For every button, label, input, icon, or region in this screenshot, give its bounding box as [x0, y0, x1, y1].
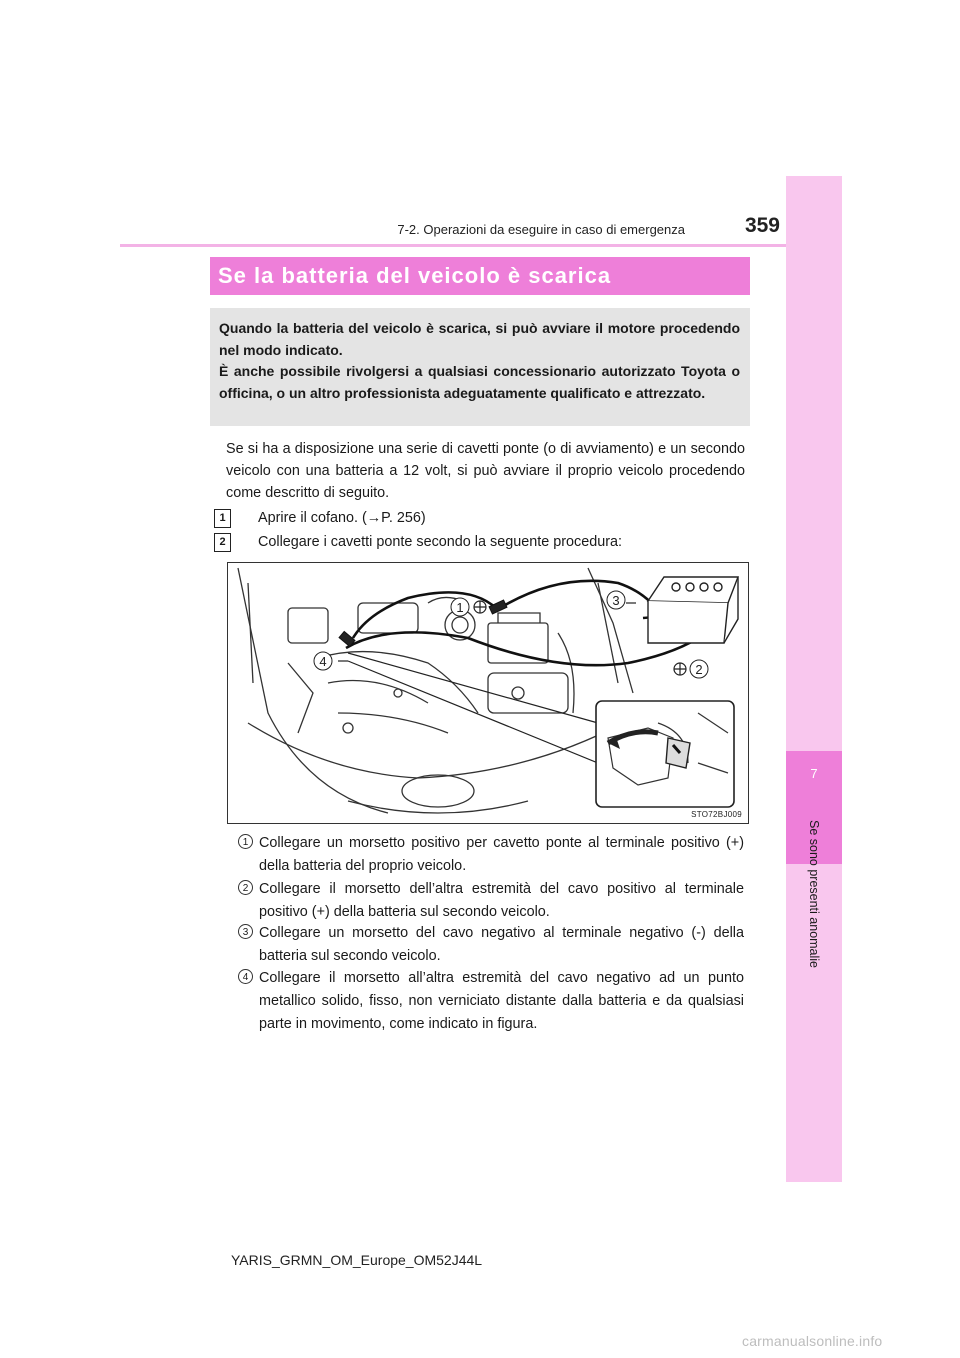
step-1: [214, 509, 754, 529]
chapter-title: Se sono presenti anomalie: [807, 820, 821, 969]
jump-start-figure: [227, 562, 749, 824]
substep-number: 4: [238, 969, 253, 984]
figure-callout-label-3: 3: [612, 593, 620, 608]
substep-text: Collegare il morsetto dell’altra estremità del cavo positivo al terminale positivo (+) della batteria sul secondo veicolo.: [259, 881, 744, 920]
intro-paragraph-2: È anche possibile rivolgersi a qualsiasi concessionario autorizzato Toyota o officina, o un altro professionista adeguatamente qualificato e attrezzato.: [219, 363, 740, 401]
step-text: Aprire il cofano. (→P. 256): [258, 510, 426, 526]
intro-box: [210, 308, 750, 426]
figure-callout-label-2: 2: [695, 662, 703, 677]
page-number: 359: [744, 214, 780, 237]
substep-text: Collegare un morsetto del cavo negativo al terminale negativo (-) della batteria sul secondo veicolo.: [259, 925, 744, 964]
figure-callout-label-1: 1: [456, 600, 464, 615]
step-number-box: 2: [214, 533, 231, 552]
figure-code: STO72BJ009: [691, 810, 742, 819]
substep-number: 2: [238, 880, 253, 895]
engine-bay-illustration: [228, 563, 748, 823]
substep-number: 1: [238, 834, 253, 849]
side-tab-upper: [786, 176, 842, 751]
substep-text: Collegare il morsetto all’altra estremità del cavo negativo ad un punto metallico solido, fisso, non verniciato distante dalla batteria e da qualsiasi parte in movimento, come indicato in figura.: [259, 970, 744, 1032]
step-text: Collegare i cavetti ponte secondo la seguente procedura:: [258, 534, 623, 550]
substep-text: Collegare un morsetto positivo per cavetto ponte al terminale positivo (+) della batteria del proprio veicolo.: [259, 835, 744, 874]
section-title-banner: [210, 257, 750, 295]
intro-paragraph-1: Quando la batteria del veicolo è scarica, si può avviare il motore procedendo nel modo indicato.: [219, 320, 740, 358]
header-section-title: 7-2. Operazioni da eseguire in caso di emergenza: [397, 222, 685, 237]
header-rule: [120, 244, 786, 247]
chapter-number: 7: [810, 766, 818, 781]
watermark: carmanualsonline.info: [742, 1333, 883, 1349]
body-paragraph: Se si ha a disposizione una serie di cavetti ponte (o di avviamento) e un secondo veicolo con una batteria a 12 volt, si può avviare il proprio veicolo procedendo come descritto di seguito.: [226, 441, 745, 501]
step-number-box: 1: [214, 509, 231, 528]
figure-callout-label-4: 4: [319, 654, 327, 669]
footer-document-code: YARIS_GRMN_OM_Europe_OM52J44L: [231, 1252, 483, 1268]
step-2: [214, 533, 754, 553]
section-title: Se la batteria del veicolo è scarica: [218, 263, 612, 288]
substep-number: 3: [238, 924, 253, 939]
